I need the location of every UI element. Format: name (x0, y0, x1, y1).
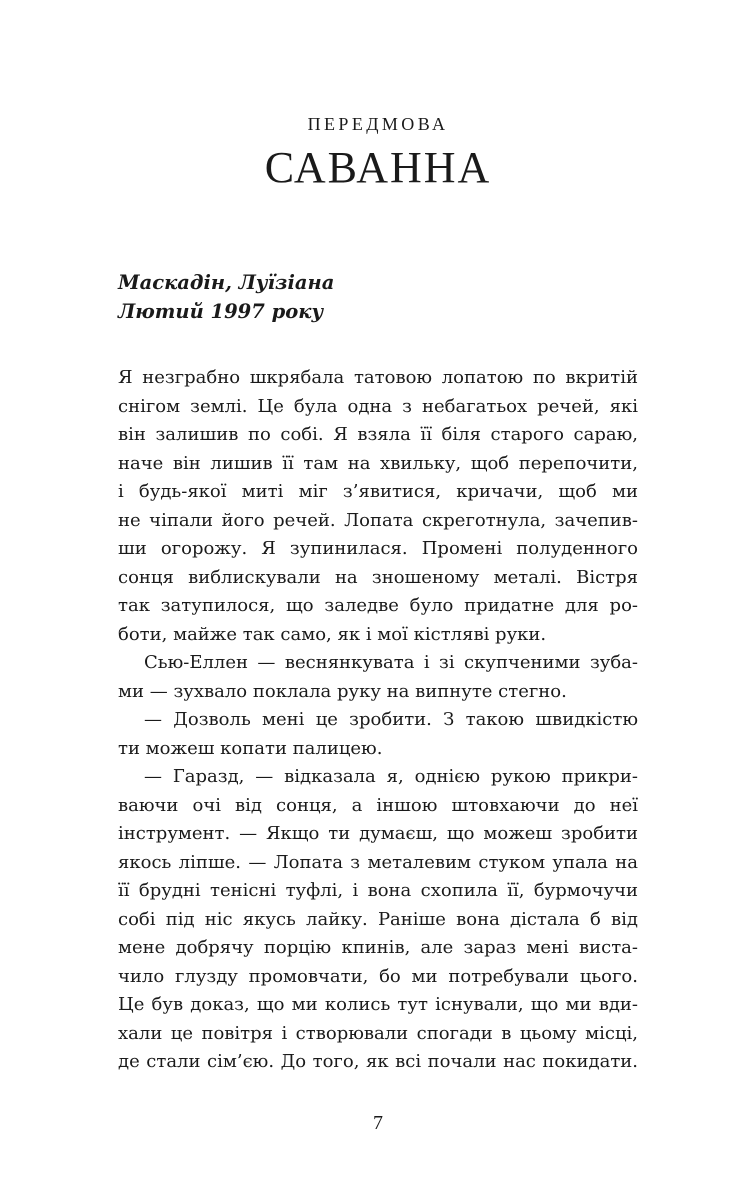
text-line: собі під ніс якусь лайку. Раніше вона дістала б від (118, 908, 638, 930)
dateline (118, 268, 334, 326)
chapter-title: САВАННА (264, 143, 492, 192)
text-line: інструмент. — Якщо ти думаєш, що можеш зробити (118, 823, 638, 844)
text-line: ми — зухвало поклала руку на випнуте стегно. (118, 680, 567, 702)
chapter-kicker: ПЕРЕДМОВА (307, 114, 449, 134)
text-line: так затупилося, що заледве було придатне для ро- (118, 595, 638, 616)
text-line: боти, майже так само, як і мої кістляві руки. (118, 623, 547, 645)
text-line: її брудні тенісні туфлі, і вона схопила її, бурмочучи (118, 880, 638, 901)
text-line: мене добрячу порцію кпинів, але зараз мені виста- (118, 937, 638, 958)
text-line: ти можеш копати палицею. (118, 737, 383, 759)
text-line: хали це повітря і створювали спогади в цьому місці, (118, 1022, 638, 1044)
text-line: сонця виблискували на зношеному металі. Вістря (118, 566, 638, 588)
text-line: чило глузду промовчати, бо ми потребували цього. (118, 965, 638, 987)
page-number: 7 (373, 1112, 383, 1134)
dateline-date: Лютий 1997 року (118, 300, 324, 323)
text-line: Сью-Еллен — веснянкувата і зі скупченими зуба- (144, 652, 638, 673)
text-line: не чіпали його речей. Лопата скреготнула, зачепив- (118, 509, 638, 531)
text-line: ваючи очі від сонця, а іншою штовхаючи до неї (118, 794, 638, 816)
text-line: ши огорожу. Я зупинилася. Промені полуденного (118, 538, 638, 559)
text-line: він залишив по собі. Я взяла її біля старого сараю, (118, 424, 638, 445)
body-text (118, 364, 638, 1077)
text-line: якось ліпше. — Лопата з металевим стуком упала на (118, 851, 638, 873)
text-line: наче він лишив її там на хвильку, щоб перепочити, (118, 452, 638, 474)
text-line: снігом землі. Це була одна з небагатьох речей, які (118, 395, 638, 417)
text-line: Це був доказ, що ми колись тут існували, що ми вди- (118, 994, 638, 1015)
text-line: — Дозволь мені це зробити. З такою швидкістю (144, 709, 638, 730)
text-line: і будь-якої миті міг з’явитися, кричачи, щоб ми (118, 481, 638, 502)
text-line: — Гаразд, — відказала я, однією рукою прикри- (144, 766, 638, 787)
text-line: де стали сім’єю. До того, як всі почали нас покидати. (118, 1051, 638, 1072)
text-line: Я незграбно шкрябала татовою лопатою по вкритій (118, 367, 638, 388)
dateline-place: Маскадін, Луїзіана (118, 271, 335, 294)
